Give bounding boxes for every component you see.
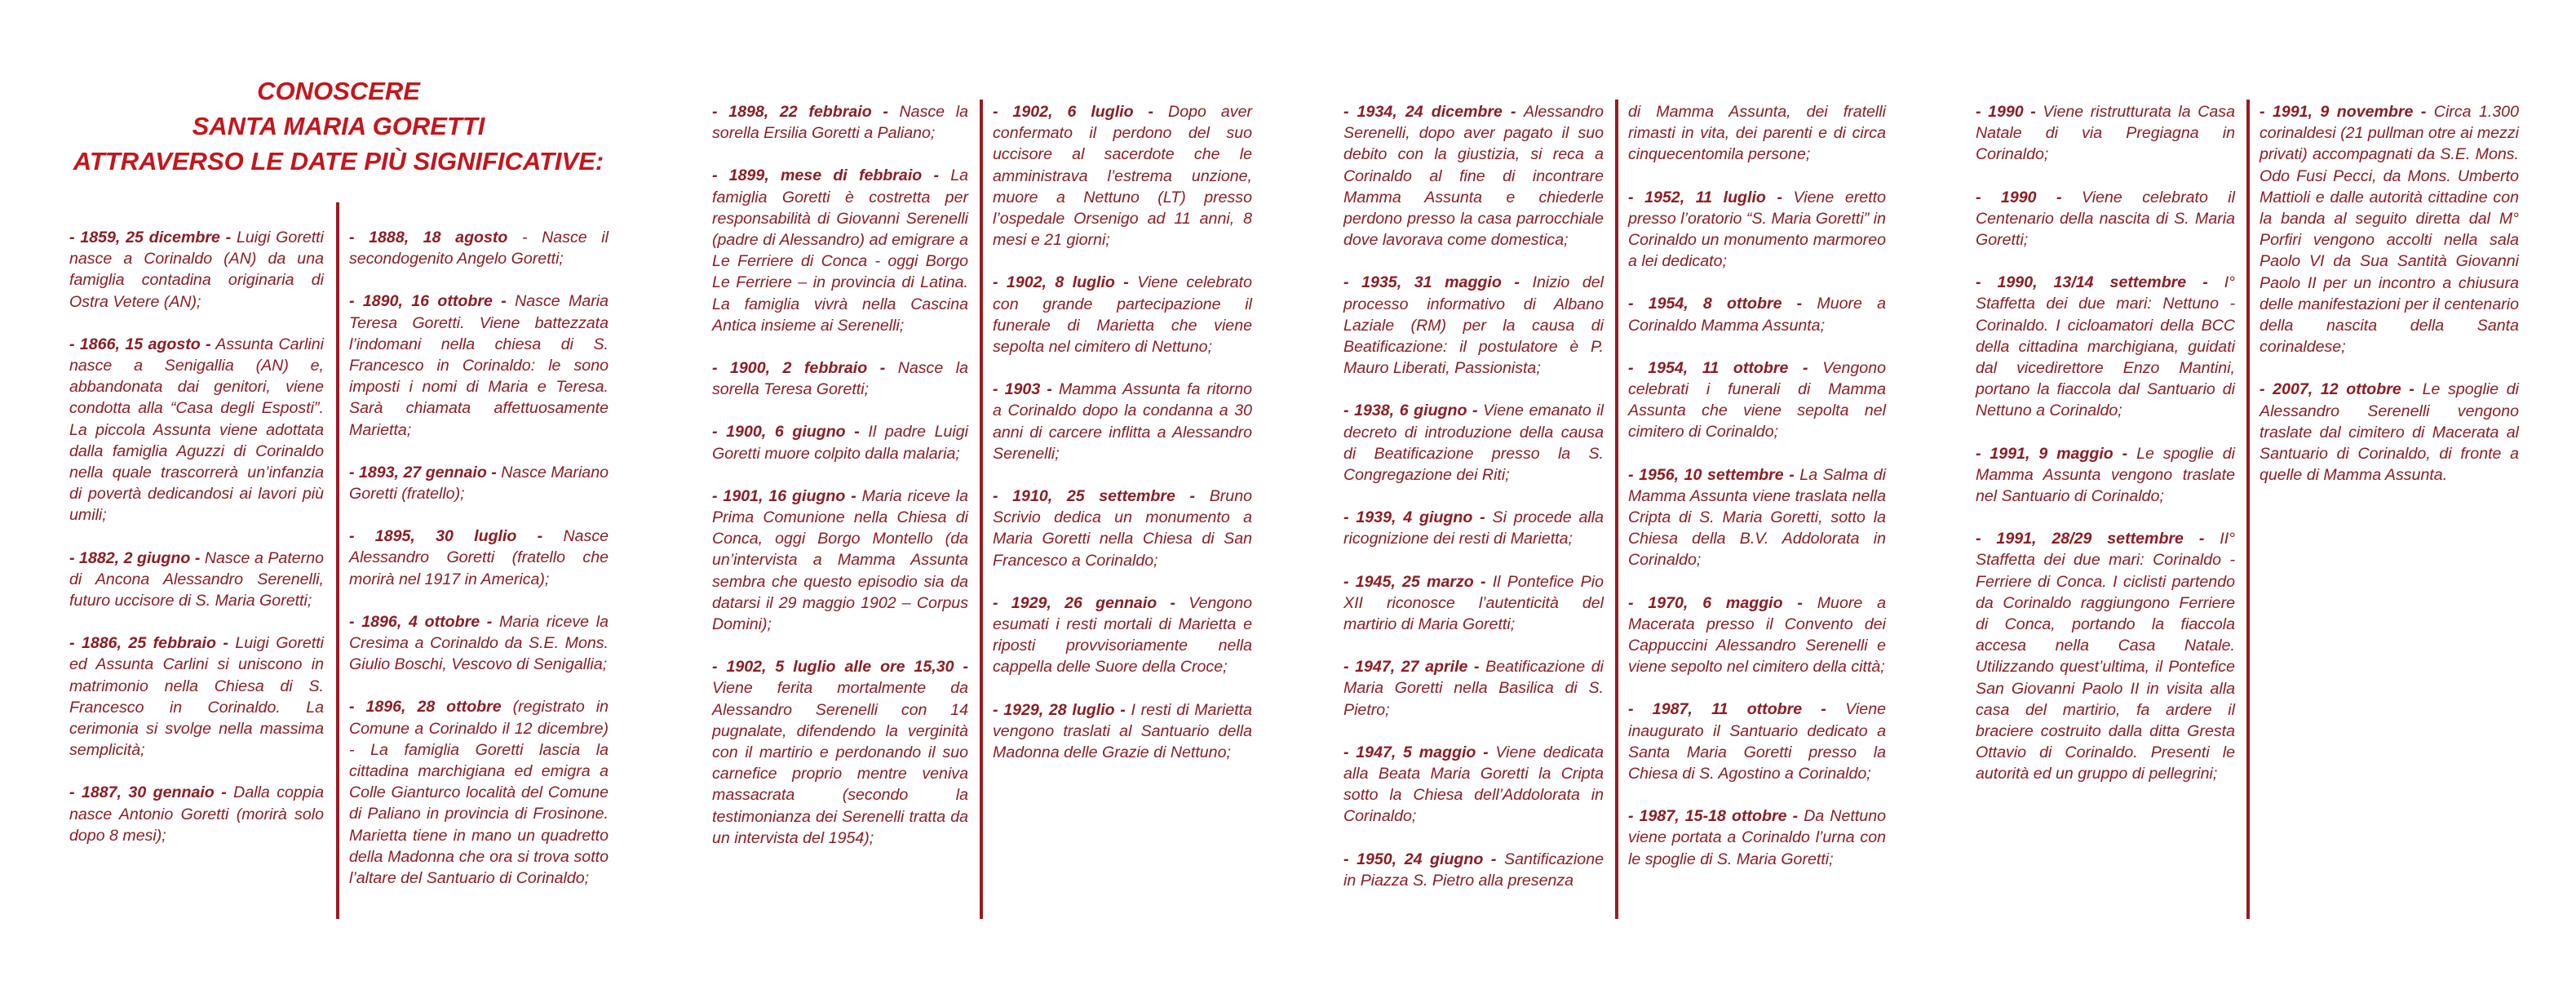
column-divider: [2246, 100, 2250, 919]
timeline-entry: [69, 782, 324, 846]
timeline-entry: [712, 357, 968, 400]
entry-text: Viene ferita mortalmente da Alessandro Serenelli con 14 pugnalate, difendendo la verginità con il martirio e perdonando il suo carnefice proprio mentre veniva massacrata (secondo la testimonianza dei Serenelli tratta da un intervista del 1954);: [712, 679, 968, 847]
timeline-entry: [993, 272, 1252, 357]
entry-text: Viene eretto presso l’oratorio “S. Maria Goretti” in Corinaldo un monumento marmoreo a lei dedicato;: [1628, 188, 1886, 271]
entry-date: - 1896, 4 ottobre -: [349, 612, 493, 631]
timeline-entry: [1628, 357, 1886, 443]
entry-text: Nasce Maria Teresa Goretti. Viene battezzata l’indomani nella chiesa di S. Francesco in Corinaldo: le sono imposti i nomi di Maria e Teresa. Sarà chiamata affettuosamente Marietta;: [349, 292, 609, 439]
entry-text: Viene emanato il decreto di introduzione della causa di Beatificazione presso la S. Congregazione dei Riti;: [1343, 402, 1604, 485]
entry-date: - 1901, 16 giugno -: [712, 486, 856, 505]
timeline-entry: [69, 548, 324, 612]
entry-date: - 1890, 16 ottobre -: [349, 292, 507, 311]
timeline-column-7: [1976, 101, 2235, 806]
timeline-entry: [1343, 656, 1604, 721]
timeline-entry: [2260, 379, 2519, 486]
entry-date: - 1888, 18 agosto: [349, 229, 508, 246]
entry-text: La Salma di Mamma Assunta viene traslata nella Cripta di S. Maria Goretti, sotto la Chiesa della B.V. Addolorata in Corinaldo;: [1628, 465, 1886, 570]
timeline-entry: [1628, 699, 1886, 784]
entry-text: Nasce la sorella Ersilia Goretti a Paliano;: [712, 103, 968, 143]
title-line-2: SANTA MARIA GORETTI: [192, 112, 485, 140]
column-divider: [1615, 100, 1618, 919]
entry-date: - 1939, 4 giugno -: [1343, 508, 1485, 527]
timeline-column-8: [2260, 101, 2519, 507]
entry-text: Nasce la sorella Teresa Goretti;: [712, 359, 968, 399]
entry-text: Luigi Goretti nasce a Corinaldo (AN) da una famiglia contadina originaria di Ostra Vetere (AN);: [69, 229, 324, 311]
entry-date: - 1938, 6 giugno -: [1343, 402, 1478, 420]
entry-date: - 1929, 28 luglio -: [993, 700, 1126, 719]
timeline-entry: [1628, 101, 1886, 166]
entry-date: - 1990, 13/14 settembre -: [1976, 273, 2208, 292]
page-title: [65, 73, 612, 179]
entry-date: - 1991, 9 novembre -: [2260, 103, 2427, 121]
entry-date: - 2007, 12 ottobre -: [2260, 380, 2414, 399]
entry-text: Il padre Luigi Goretti muore colpito dalla malaria;: [712, 423, 968, 463]
entry-date: - 1956, 10 settembre -: [1628, 465, 1795, 484]
timeline-entry: [349, 696, 609, 889]
timeline-entry: [349, 611, 609, 676]
entry-text: II° Staffetta dei due mari: Corinaldo - Ferriere di Conca. I ciclisti partendo da Corinaldo raggiungono Ferriere di Conca, portando la fiaccola accesa nella Casa Natale. Utilizzando quest’ultima, il Pontefice San Giovanni Paolo II in visita alla casa del martirio, fa ardere il braciere costruito dalla ditta Gresta Ottavio di Corinaldo. Presenti le autorità ed un gruppo di pellegrini;: [1976, 530, 2235, 783]
entry-text: Viene dedicata alla Beata Maria Goretti la Cripta sotto la Chiesa dell’Addolorata in Corinaldo;: [1343, 743, 1604, 826]
timeline-column-1: [69, 227, 324, 868]
timeline-entry: [1343, 507, 1604, 549]
entry-text: Le spoglie di Mamma Assunta vengono traslate nel Santuario di Corinaldo;: [1976, 444, 2235, 506]
entry-date: - 1902, 8 luglio -: [993, 273, 1129, 292]
timeline-column-3: [712, 101, 968, 870]
timeline-column-4: [993, 101, 1252, 784]
timeline-entry: [349, 462, 609, 504]
entry-text: Viene celebrato il Centenario della nascita di S. Maria Goretti;: [1976, 188, 2236, 250]
timeline-entry: [349, 227, 609, 269]
timeline-entry: [2260, 101, 2519, 357]
timeline-entry: [1976, 528, 2235, 784]
timeline-entry: [1343, 849, 1604, 891]
entry-text: Bruno Scrivio dedica un monumento a Maria Goretti nella Chiesa di San Francesco a Corinaldo;: [993, 487, 1252, 570]
entry-date: - 1934, 24 dicembre -: [1343, 103, 1516, 121]
entry-date: - 1887, 30 gennaio -: [69, 783, 227, 802]
timeline-column-5: [1343, 101, 1604, 912]
timeline-entry: [993, 699, 1252, 764]
entry-text: Maria riceve la Cresima a Corinaldo da S.E. Mons. Giulio Boschi, Vescovo di Senigallia;: [349, 612, 609, 674]
timeline-entry: [69, 632, 324, 761]
entry-date: - 1987, 11 ottobre -: [1628, 700, 1826, 719]
timeline-entry: [349, 526, 609, 590]
entry-text: Inizio del processo informativo di Albano Laziale (RM) per la causa di Beatificazione: il postulatore è P. Mauro Liberati, Passionista;: [1343, 273, 1604, 378]
entry-text: Vengono esumati i resti mortali di Marietta e riposti provvisoriamente nella cappella delle Suore della Croce;: [993, 593, 1252, 677]
entry-text: di Mamma Assunta, dei fratelli rimasti in vita, dei parenti e di circa cinquecentomila persone;: [1628, 103, 1886, 164]
entry-date: - 1947, 5 maggio -: [1343, 743, 1489, 761]
timeline-entry: [712, 656, 968, 849]
title-line-3: ATTRAVERSO LE DATE PIÙ SIGNIFICATIVE:: [73, 147, 604, 175]
timeline-entry: [1628, 464, 1886, 571]
entry-date: - 1991, 9 maggio -: [1976, 444, 2128, 463]
entry-text: Viene ristrutturata la Casa Natale di via Pregiagna in Corinaldo;: [1976, 103, 2235, 164]
entry-date: - 1900, 6 giugno -: [712, 423, 860, 442]
entry-text: Muore a Macerata presso il Convento dei Cappuccini Alessandro Serenelli e viene sepolto nel cimitero della città;: [1628, 593, 1886, 677]
entry-text: Dalla coppia nasce Antonio Goretti (morirà solo dopo 8 mesi);: [69, 783, 324, 845]
entry-date: - 1898, 22 febbraio -: [712, 103, 888, 121]
entry-date: - 1903 -: [993, 380, 1052, 399]
entry-text: Beatificazione di Maria Goretti nella Basilica di S. Pietro;: [1343, 658, 1604, 719]
timeline-entry: [993, 486, 1252, 571]
entry-date: - 1900, 2 febbraio -: [712, 359, 886, 378]
entry-text: Dopo aver confermato il perdono del suo uccisore al sacerdote che le amministrava l’estrema unzione, muore a Nettuno (LT) presso l’ospedale Orsenigo ad 11 anni, 8 mesi e 21 giorni;: [993, 103, 1252, 250]
entry-text: La famiglia Goretti è costretta per responsabilità di Giovanni Serenelli (padre di Alessandro) ad emigrare a Le Ferriere di Conca - oggi Borgo Le Ferriere – in provincia di Latina. La famiglia vivrà nella Cascina Antica insieme ai Serenelli;: [712, 166, 968, 335]
entry-date: - 1950, 24 giugno -: [1343, 850, 1497, 868]
entry-date: - 1929, 26 gennaio -: [993, 593, 1176, 612]
entry-date: - 1899, mese di febbraio -: [712, 166, 939, 185]
entry-text: Viene inaugurato il Santuario dedicato a Santa Maria Goretti presso la Chiesa di S. Agostino a Corinaldo;: [1628, 700, 1886, 783]
entry-date: - 1893, 27 gennaio -: [349, 463, 497, 482]
timeline-entry: [1976, 443, 2235, 508]
timeline-entry: [1343, 400, 1604, 486]
entry-date: - 1896, 28 ottobre: [349, 698, 502, 717]
entry-text: Alessandro Serenelli, dopo aver pagato il suo debito con la giustizia, si reca a Corinaldo al fine di incontrare Mamma Assunta e chiederle perdono presso la casa parrocchiale dove lavorava come domestica;: [1343, 103, 1604, 250]
entry-date: - 1987, 15-18 ottobre -: [1628, 807, 1799, 826]
entry-date: - 1954, 11 ottobre -: [1628, 358, 1808, 377]
timeline-entry: [712, 421, 968, 464]
timeline-entry: [69, 334, 324, 526]
entry-text: Le spoglie di Alessandro Serenelli vengono traslate dal cimitero di Macerata al Santuario di Corinaldo, di fronte a quelle di Mamma Assunta.: [2260, 380, 2520, 485]
entry-date: - 1902, 5 luglio alle ore 15,30 -: [712, 658, 968, 677]
timeline-entry: [1343, 571, 1604, 636]
entry-date: - 1990 -: [1976, 188, 2062, 206]
entry-date: - 1859, 25 dicembre -: [69, 229, 232, 246]
timeline-entry: [1343, 742, 1604, 828]
entry-text: Viene celebrato con grande partecipazione il funerale di Marietta che viene sepolta nel cimitero di Nettuno;: [993, 273, 1252, 357]
timeline-entry: [1628, 806, 1886, 870]
entry-date: - 1947, 27 aprile -: [1343, 658, 1480, 677]
entry-text: Nasce a Paterno di Ancona Alessandro Serenelli, futuro uccisore di S. Maria Goretti;: [69, 548, 324, 610]
entry-text: Si procede alla ricognizione dei resti di Marietta;: [1343, 508, 1604, 548]
timeline-entry: [69, 227, 324, 313]
entry-date: - 1886, 25 febbraio -: [69, 634, 228, 653]
timeline-entry: [1628, 293, 1886, 335]
entry-text: Luigi Goretti ed Assunta Carlini si uniscono in matrimonio nella Chiesa di S. Francesco in Corinaldo. La cerimonia si svolge nella massima semplicità;: [69, 634, 324, 760]
entry-text: Santificazione in Piazza S. Pietro alla presenza: [1343, 850, 1604, 890]
timeline-entry: [712, 101, 968, 144]
entry-text: Circa 1.300 corinaldesi (21 pullman otre ai mezzi privati) accompagnati da S.E. Mons. Odo Fusi Pecci, da Mons. Umberto Mattioli e dalle autorità cittadine con la banda al seguito diretta dal M° Porfiri vengono accolti nella sala Paolo VI da Sua Santità Giovanni Paolo II per un incontro a chiusura delle manifestazioni per il centenario della nascita della Santa corinaldese;: [2260, 103, 2519, 357]
entry-text: Da Nettuno viene portata a Corinaldo l’urna con le spoglie di S. Maria Goretti;: [1628, 807, 1886, 868]
timeline-entry: [1343, 272, 1604, 379]
entry-date: - 1954, 8 ottobre -: [1628, 295, 1803, 313]
entry-text: (registrato in Comune a Corinaldo il 12 dicembre) - La famiglia Goretti lascia la cittadina marchigiana ed emigra a Colle Gianturco località del Comune di Paliano in provincia di Frosinone. Marietta tiene in mano un quadretto della Madonna che ora si trova sotto l’altare del Santuario di Corinaldo;: [349, 698, 609, 888]
title-line-1: CONOSCERE: [257, 77, 420, 105]
entry-date: - 1970, 6 maggio -: [1628, 593, 1803, 612]
entry-text: Il Pontefice Pio XII riconosce l’autenticità del martirio di Maria Goretti;: [1343, 572, 1604, 634]
entry-text: Maria riceve la Prima Comunione nella Chiesa di Conca, oggi Borgo Montello (da un’intervista a Mamma Assunta sembra che questo episodio sia da datarsi il 29 maggio 1902 – Corpus Domini);: [712, 486, 968, 634]
entry-date: - 1945, 25 marzo -: [1343, 572, 1486, 591]
timeline-entry: [1976, 187, 2235, 251]
entry-text: I° Staffetta dei due mari: Nettuno - Corinaldo. I cicloamatori della BCC della cittadina marchigiana, guidati dal vicedirettore Enzo Mantini, portano la fiaccola dal Santuario di Nettuno a Corinaldo;: [1976, 273, 2235, 420]
entry-text: Vengono celebrati i funerali di Mamma Assunta che viene sepolta nel cimitero di Corinaldo;: [1628, 358, 1886, 442]
timeline-entry: [712, 165, 968, 336]
timeline-entry: [1628, 592, 1886, 678]
entry-date: - 1882, 2 giugno -: [69, 548, 201, 567]
entry-date: - 1902, 6 luglio -: [993, 103, 1154, 121]
entry-date: - 1910, 25 settembre -: [993, 487, 1196, 506]
entry-text: Mamma Assunta fa ritorno a Corinaldo dopo la condanna a 30 anni di carcere inflitta a Alessandro Serenelli;: [993, 380, 1252, 463]
timeline-entry: [993, 101, 1252, 251]
entry-text: Muore a Corinaldo Mamma Assunta;: [1628, 295, 1887, 335]
entry-text: Nasce Alessandro Goretti (fratello che morirà nel 1917 in America);: [349, 527, 609, 588]
timeline-column-6: [1628, 101, 1886, 891]
entry-date: - 1866, 15 agosto -: [69, 335, 211, 353]
entry-date: - 1990 -: [1976, 103, 2036, 121]
entry-text: I resti di Marietta vengono traslati al Santuario della Madonna delle Grazie di Nettuno;: [993, 700, 1252, 762]
timeline-entry: [1976, 272, 2235, 421]
timeline-entry: [993, 379, 1252, 464]
timeline-entry: [1343, 101, 1604, 251]
entry-date: - 1991, 28/29 settembre -: [1976, 530, 2205, 548]
entry-date: - 1935, 31 maggio -: [1343, 273, 1520, 292]
timeline-entry: [993, 592, 1252, 678]
timeline-column-2: [349, 227, 609, 910]
timeline-entry: [1976, 101, 2235, 166]
entry-text: Assunta Carlini nasce a Senigallia (AN) e, abbandonata dai genitori, viene condotta alla “Casa degli Esposti”. La piccola Assunta viene adottata dalla famiglia Aguzzi di Corinaldo nella quale trascorrerà un’infanzia di povertà dedicandosi ai lavori più umili;: [69, 335, 324, 525]
column-divider: [980, 100, 983, 919]
column-divider: [336, 202, 339, 919]
timeline-entry: [1628, 187, 1886, 273]
timeline-entry: [712, 486, 968, 635]
timeline-entry: [349, 291, 609, 440]
entry-text: Nasce Mariano Goretti (fratello);: [349, 463, 609, 504]
entry-date: - 1895, 30 luglio -: [349, 527, 543, 546]
entry-text: - Nasce il secondogenito Angelo Goretti;: [349, 229, 609, 269]
entry-date: - 1952, 11 luglio -: [1628, 188, 1782, 206]
